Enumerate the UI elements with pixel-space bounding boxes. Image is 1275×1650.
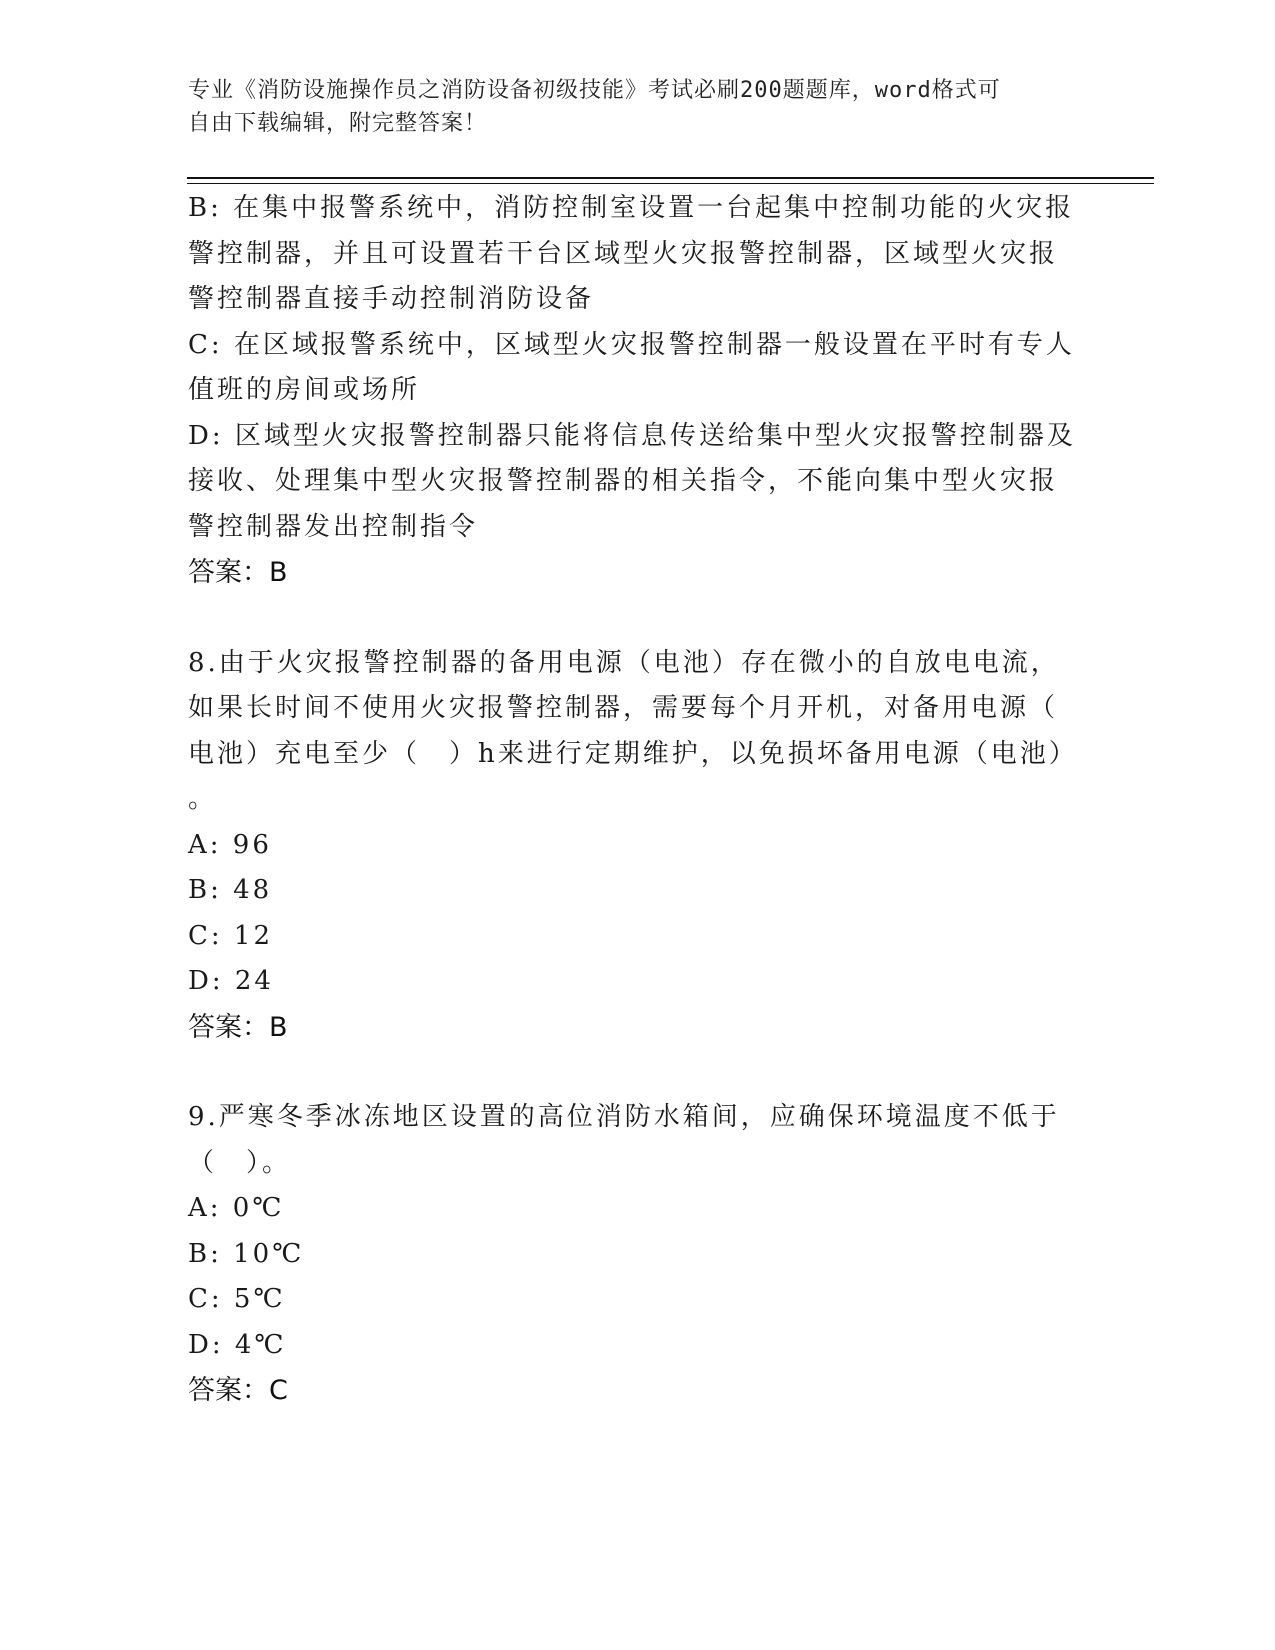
header-divider-thick (187, 177, 1154, 179)
header-title-line-1: 专业《消防设施操作员之消防设备初级技能》考试必刷200题题库，word格式可 (188, 78, 1001, 103)
q9-option-d: D: 4℃ (188, 1329, 287, 1360)
q8-stem-line-3: 电池）充电至少（ ）h来进行定期维护，以免损坏备用电源（电池） (188, 738, 1078, 769)
header-divider-thin (187, 183, 1154, 184)
q8-stem-line-2: 如果长时间不使用火灾报警控制器，需要每个月开机，对备用电源（ (188, 693, 1059, 723)
spacer (188, 1050, 1088, 1095)
q8-stem-line-4: 。 (188, 784, 218, 814)
q8-option-b: B: 48 (188, 875, 273, 905)
q9-stem-line-1: 9.严寒冬季冰冻地区设置的高位消防水箱间，应确保环境温度不低于 (188, 1102, 1060, 1132)
q7-option-d-line-2: 接收、处理集中型火灾报警控制器的相关指令，不能向集中型火灾报 (188, 466, 1059, 496)
q7-option-b-line-1: B: 在集中报警系统中，消防控制室设置一台起集中控制功能的火灾报 (188, 193, 1075, 223)
q9-option-c: C: 5℃ (188, 1284, 286, 1314)
document-header (188, 74, 1068, 140)
q7-option-c-line-1: C: 在区域报警系统中，区域型火灾报警控制器一般设置在平时有专人 (188, 329, 1075, 360)
q7-option-d-line-3: 警控制器发出控制指令 (188, 511, 479, 542)
q9-option-a: A: 0℃ (188, 1193, 285, 1223)
question-8 (188, 641, 1088, 1051)
q9-answer: 答案：C (188, 1375, 288, 1406)
q8-option-c: C: 12 (188, 920, 274, 951)
spacer (188, 596, 1088, 641)
q7-option-b-line-3: 警控制器直接手动控制消防设备 (188, 284, 595, 314)
q8-answer: 答案：B (188, 1011, 288, 1043)
q7-option-d-line-1: D: 区域型火灾报警控制器只能将信息传送给集中型火灾报警控制器及 (188, 420, 1076, 451)
q8-stem-line-1: 8.由于火灾报警控制器的备用电源（电池）存在微小的自放电电流， (188, 647, 1060, 678)
question-9 (188, 1095, 1088, 1414)
q8-option-d: D: 24 (188, 966, 274, 996)
header-title-line-2: 自由下载编辑，附完整答案！ (188, 111, 488, 136)
q8-option-a: A: 96 (188, 829, 272, 860)
question-content (188, 186, 1088, 1414)
question-7-options (188, 186, 1088, 596)
q7-answer: 答案：B (188, 557, 288, 588)
q7-option-b-line-2: 警控制器，并且可设置若干台区域型火灾报警控制器，区域型火灾报 (188, 238, 1059, 269)
q9-stem-line-2: （ ）。 (188, 1147, 292, 1178)
q7-option-c-line-2: 值班的房间或场所 (188, 375, 421, 405)
q9-option-b: B: 10℃ (188, 1238, 305, 1269)
